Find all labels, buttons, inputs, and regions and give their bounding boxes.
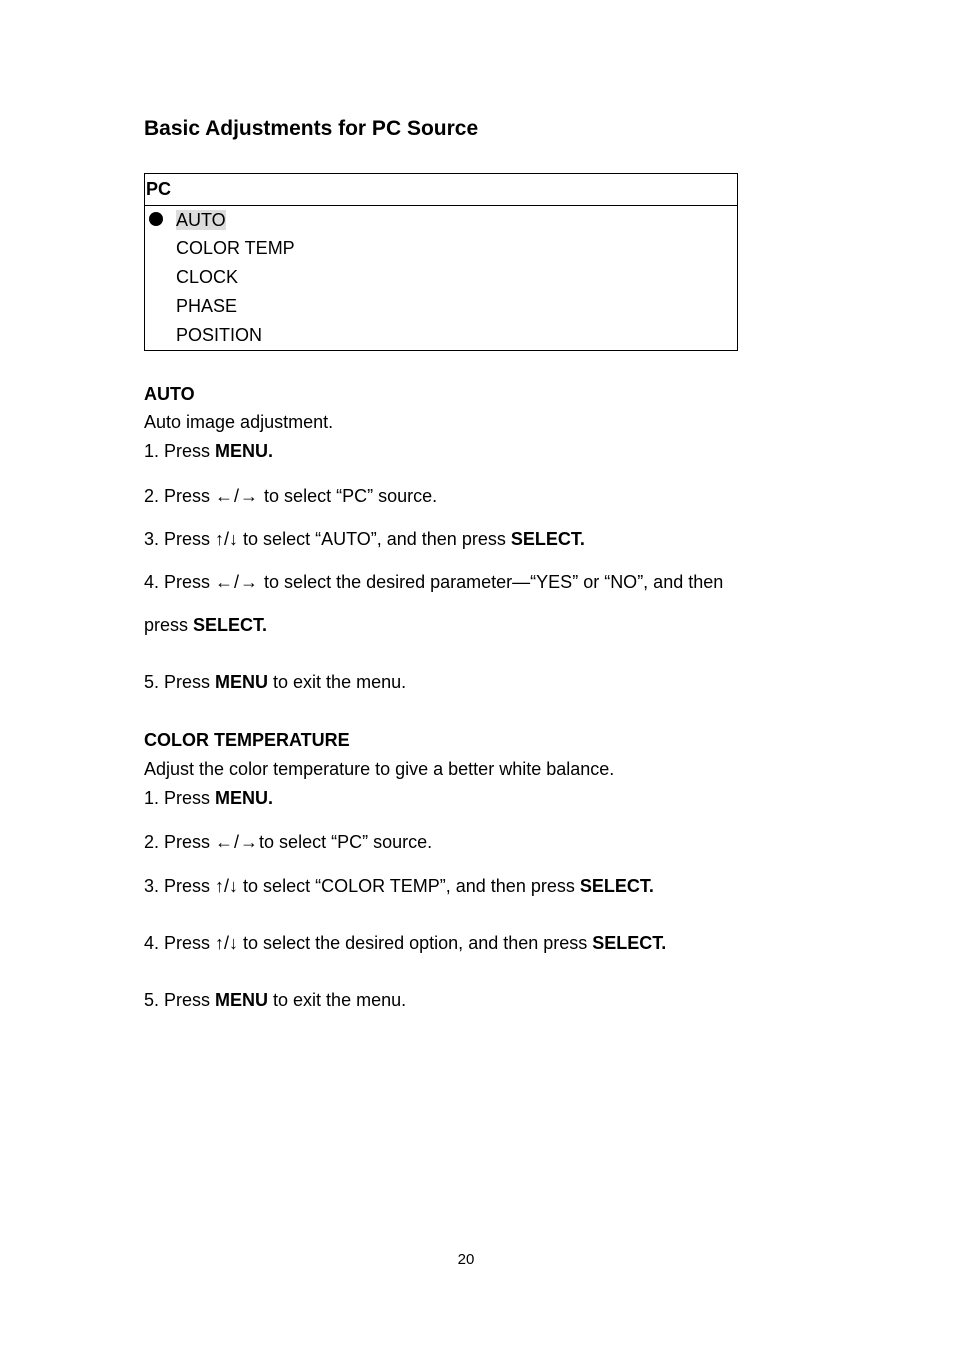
auto-step-4: 4. Press ←/→ to select the desired parameter—“YES” or “NO”, and then [144, 572, 724, 592]
menu-header [145, 174, 737, 206]
selected-bullet-icon [149, 212, 163, 226]
menu-item-auto[interactable]: AUTO [176, 210, 226, 230]
menu-item-clock[interactable]: CLOCK [176, 267, 239, 287]
color-temp-step-3: 3. Press ↑/↓ to select “COLOR TEMP”, and then press SELECT. [144, 876, 654, 896]
color-temp-step-2: 2. Press ←/→to select “PC” source. [144, 832, 433, 852]
auto-step-5: 5. Press MENU to exit the menu. [144, 672, 407, 692]
menu-item-phase[interactable]: PHASE [176, 296, 238, 316]
auto-step-1: 1. Press MENU. [144, 441, 274, 461]
color-temp-description: Adjust the color temperature to give a better white balance. [144, 759, 615, 779]
auto-step-2: 2. Press ←/→ to select “PC” source. [144, 486, 438, 506]
auto-step-4-cont: press SELECT. [144, 615, 268, 635]
left-right-arrows-icon: ←/→ [215, 832, 260, 852]
page-title: Basic Adjustments for PC Source [144, 117, 479, 140]
left-right-arrows-icon: ←/→ [215, 572, 260, 592]
color-temp-step-5: 5. Press MENU to exit the menu. [144, 990, 407, 1010]
left-right-arrows-icon: ←/→ [215, 486, 260, 506]
color-temp-step-4: 4. Press ↑/↓ to select the desired option, and then press SELECT. [144, 933, 667, 953]
page-number: 20 [457, 1251, 475, 1268]
up-down-arrows-icon: ↑/↓ [215, 933, 239, 953]
up-down-arrows-icon: ↑/↓ [215, 529, 239, 549]
menu-item-position[interactable]: POSITION [176, 325, 263, 345]
auto-step-3: 3. Press ↑/↓ to select “AUTO”, and then press SELECT. [144, 529, 585, 549]
menu-header-label: PC [146, 179, 172, 199]
color-temp-heading: COLOR TEMPERATURE [144, 730, 350, 750]
pc-menu-box [144, 173, 738, 351]
color-temp-step-1: 1. Press MENU. [144, 788, 274, 808]
auto-description: Auto image adjustment. [144, 412, 334, 432]
auto-heading: AUTO [144, 384, 195, 404]
up-down-arrows-icon: ↑/↓ [215, 876, 239, 896]
menu-item-color-temp[interactable]: COLOR TEMP [176, 238, 295, 258]
